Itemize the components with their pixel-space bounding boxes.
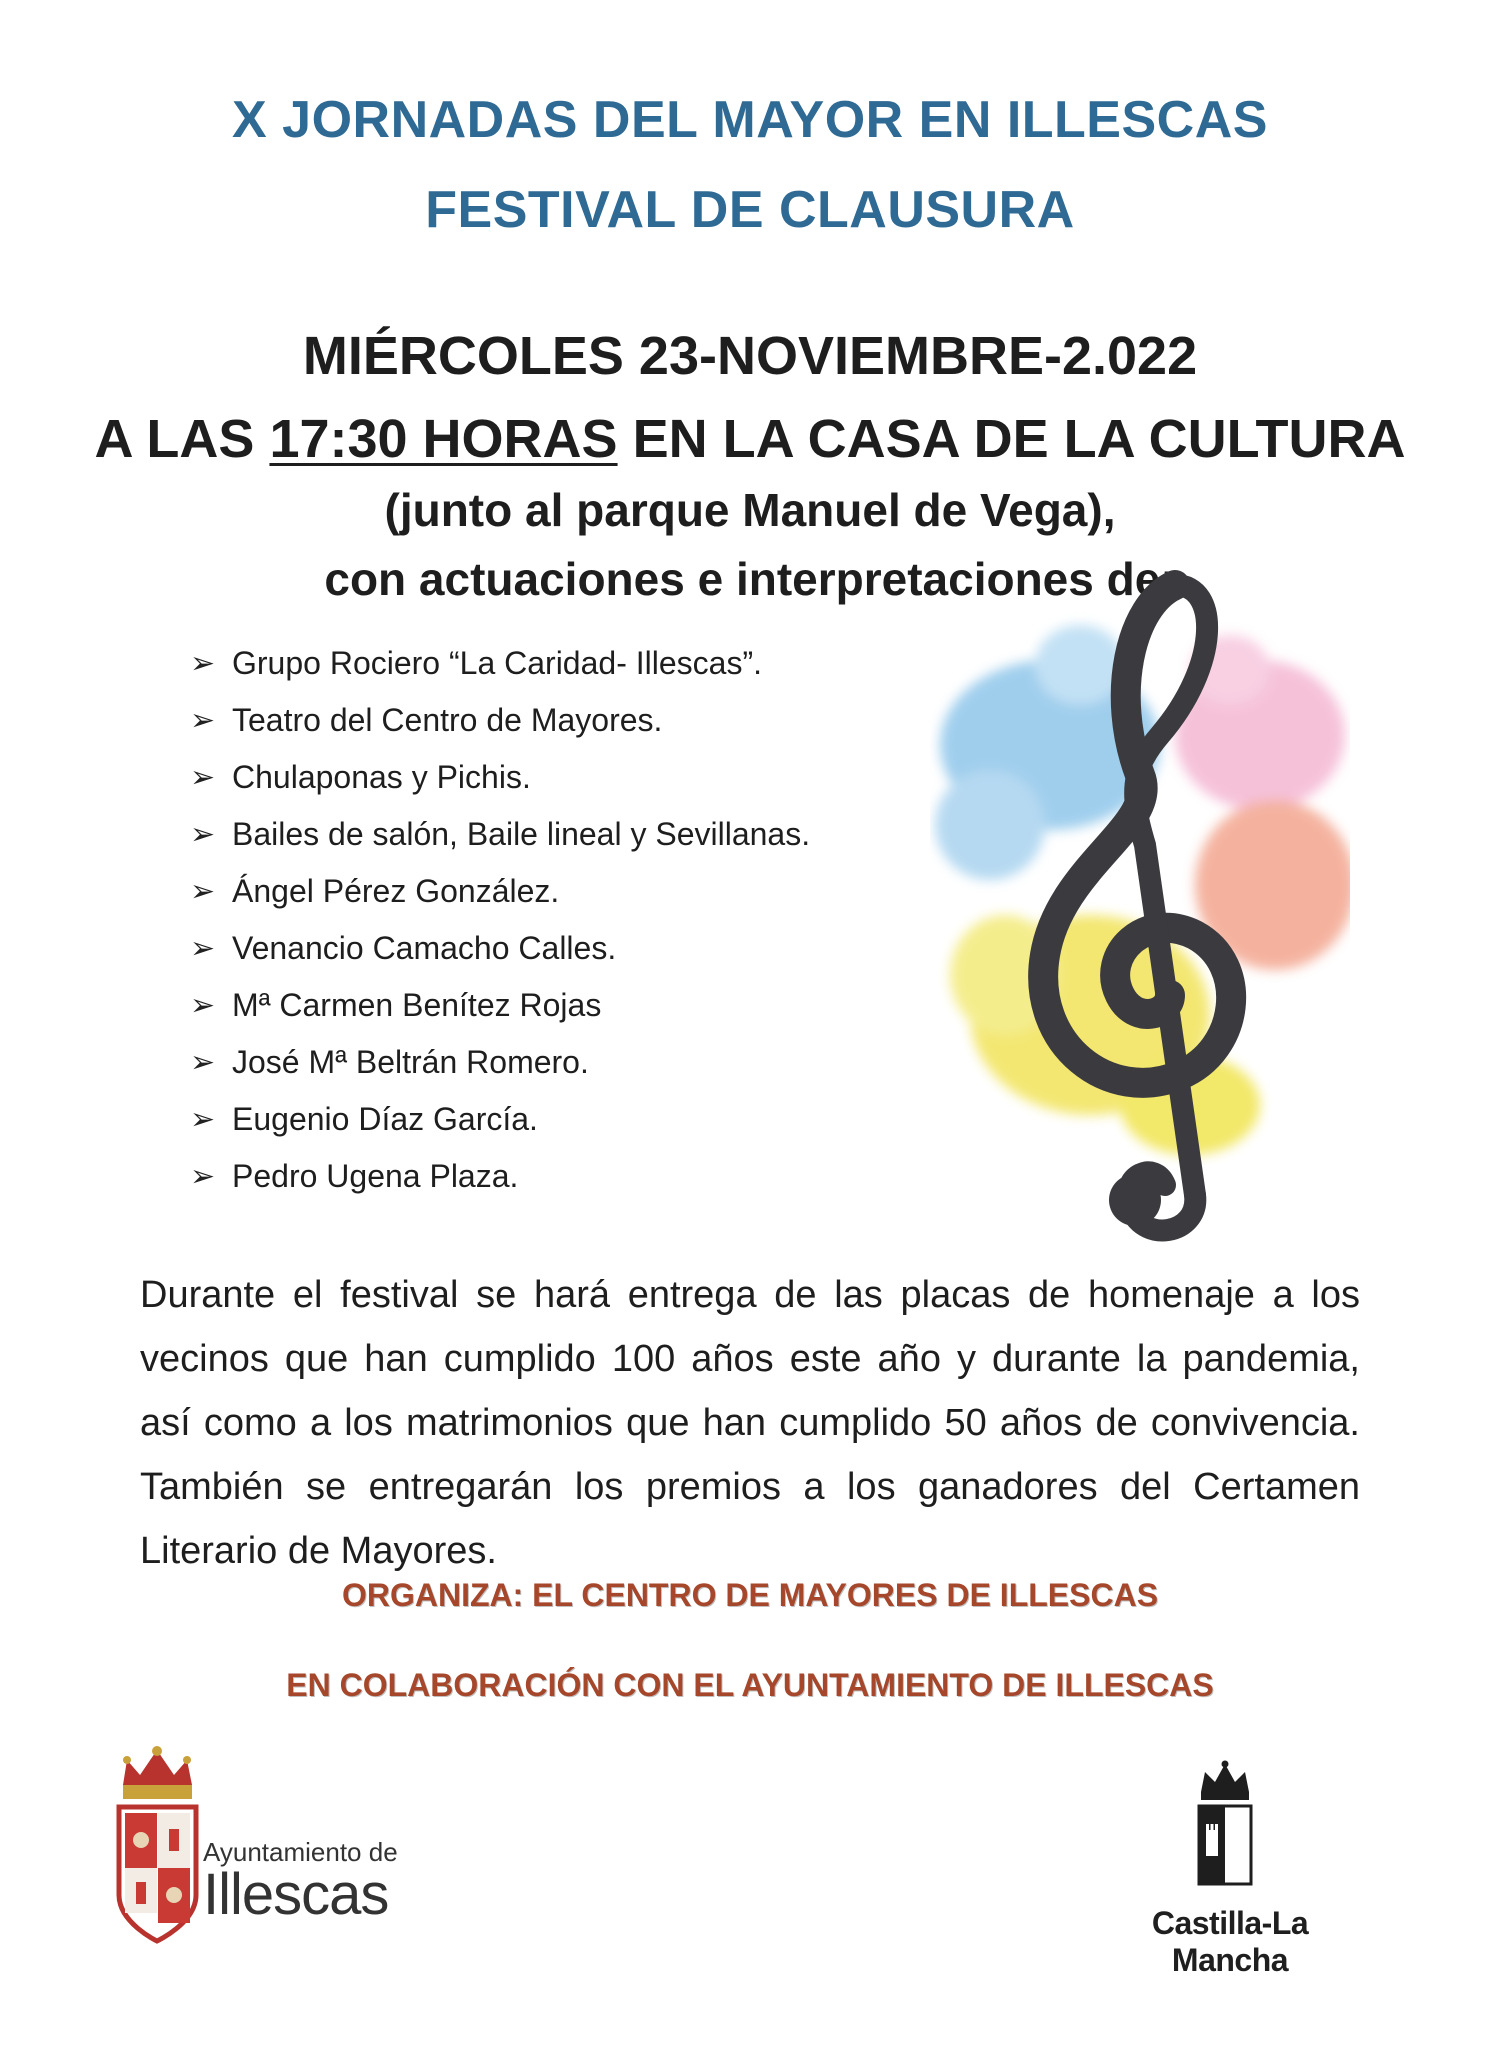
- bullet-arrow-icon: ➢: [190, 1046, 216, 1079]
- crest-icon: [115, 1745, 200, 1945]
- event-date: MIÉRCOLES 23-NOVIEMBRE-2.022: [302, 326, 1198, 386]
- performer-name: Eugenio Díaz García.: [232, 1101, 538, 1137]
- illescas-logo: [115, 1745, 415, 1945]
- bullet-arrow-icon: ➢: [190, 818, 216, 851]
- performer-name: Venancio Camacho Calles.: [232, 930, 617, 966]
- list-item: [190, 920, 810, 977]
- performer-name: Pedro Ugena Plaza.: [232, 1158, 519, 1194]
- performer-name: José Mª Beltrán Romero.: [232, 1044, 589, 1080]
- bullet-arrow-icon: ➢: [190, 704, 216, 737]
- place-name: EN LA CASA DE LA CULTURA: [617, 409, 1406, 469]
- castilla-la-mancha-logo: [1095, 1760, 1365, 1978]
- bullet-arrow-icon: ➢: [190, 932, 216, 965]
- treble-clef-icon: [930, 545, 1350, 1245]
- list-item: [190, 977, 810, 1034]
- event-time-place: [0, 408, 1500, 470]
- performer-name: Teatro del Centro de Mayores.: [232, 702, 663, 738]
- title-line-1: X JORNADAS DEL MAYOR EN ILLESCAS: [232, 91, 1268, 149]
- bullet-arrow-icon: ➢: [190, 875, 216, 908]
- event-time: 17:30 HORAS: [269, 409, 618, 469]
- bullet-arrow-icon: ➢: [190, 1160, 216, 1193]
- list-item: [190, 692, 810, 749]
- bullet-arrow-icon: ➢: [190, 647, 216, 680]
- logo-label-large: Illescas: [203, 1862, 389, 1927]
- performers-intro: con actuaciones e interpretaciones de:: [324, 553, 1176, 605]
- performer-name: Chulaponas y Pichis.: [232, 759, 531, 795]
- organizer-line: ORGANIZA: EL CENTRO DE MAYORES DE ILLESCAS: [341, 1577, 1159, 1613]
- performers-list: [190, 635, 810, 1205]
- list-item: [190, 635, 810, 692]
- performer-name: Mª Carmen Benítez Rojas: [232, 987, 602, 1023]
- time-prefix: A LAS: [94, 409, 270, 469]
- logo-label-small: Ayuntamiento de: [203, 1837, 398, 1867]
- list-item: [190, 749, 810, 806]
- description-paragraph: Durante el festival se hará entrega de las placas de homenaje a los vecinos que han cumplido 100 años este año y durante la pandemia, así como a los matrimonios que han cumplido 50 años de convivencia. También se entregarán los premios a los ganadores del Certamen Literario de Mayores.: [140, 1274, 1360, 1572]
- bullet-arrow-icon: ➢: [190, 761, 216, 794]
- collaboration-line: EN COLABORACIÓN CON EL AYUNTAMIENTO DE ILLESCAS: [286, 1667, 1214, 1703]
- performer-name: Ángel Pérez González.: [232, 873, 560, 909]
- performer-name: Bailes de salón, Baile lineal y Sevillanas.: [232, 816, 811, 852]
- list-item: [190, 1091, 810, 1148]
- performer-name: Grupo Rociero “La Caridad- Illescas”.: [232, 645, 762, 681]
- bullet-arrow-icon: ➢: [190, 989, 216, 1022]
- logo-label-region: Castilla-La Mancha: [1151, 1905, 1309, 1978]
- place-note: (junto al parque Manuel de Vega),: [384, 484, 1116, 536]
- list-item: [190, 863, 810, 920]
- crown-emblem-icon: [1195, 1760, 1255, 1888]
- bullet-arrow-icon: ➢: [190, 1103, 216, 1136]
- list-item: [190, 806, 810, 863]
- list-item: [190, 1148, 810, 1205]
- title-line-2: FESTIVAL DE CLAUSURA: [425, 181, 1075, 239]
- list-item: [190, 1034, 810, 1091]
